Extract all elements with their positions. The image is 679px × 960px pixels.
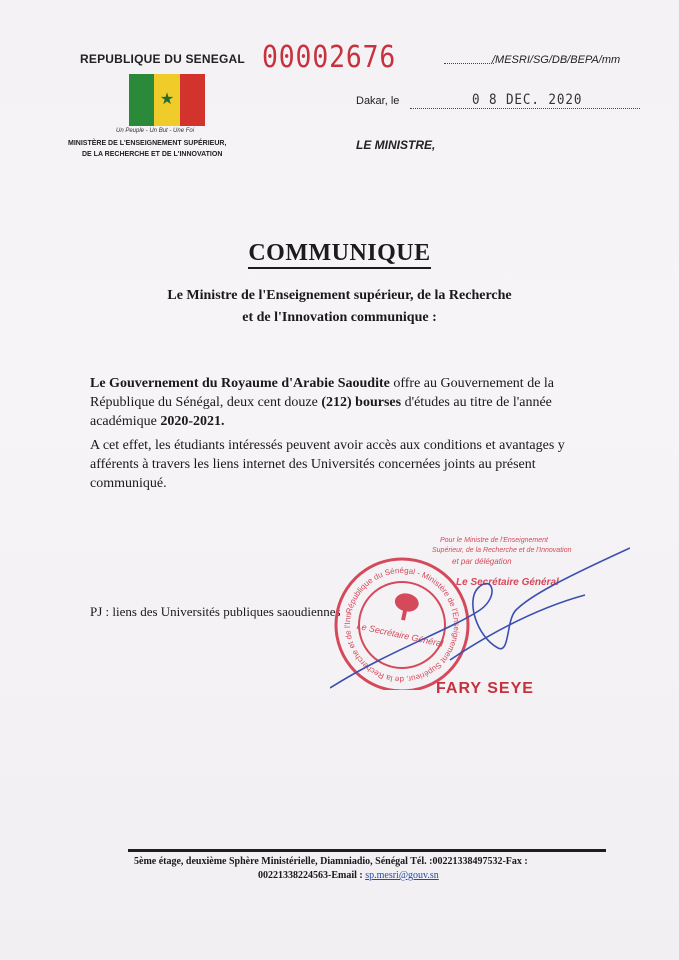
footer-email-link[interactable]: sp.mesri@gouv.sn <box>365 870 439 881</box>
national-motto: Un Peuple - Un But - Une Foi <box>116 128 195 134</box>
body-bold-2: (212) bourses <box>321 395 402 410</box>
body-bold-3: 2020-2021. <box>160 414 225 429</box>
senegal-flag-icon <box>129 74 205 126</box>
republic-heading: REPUBLIQUE DU SENEGAL <box>80 52 245 66</box>
document-title <box>0 240 679 267</box>
ministry-name-line1: MINISTÈRE DE L'ENSEIGNEMENT SUPÉRIEUR, <box>68 140 227 147</box>
delegation-line3: et par délégation <box>452 557 512 566</box>
body-paragraph-2: A cet effet, les étudiants intéressés peuvent avoir accès aux conditions et avantages y afférents à travers les liens internet des Universités concernées joints au présent communiqué. <box>90 438 565 491</box>
delegation-line2: Supérieur, de la Recherche et de l'Innovation <box>432 547 572 554</box>
seal-tree-icon <box>391 591 420 622</box>
intro-line2: et de l'Innovation communique : <box>242 310 437 325</box>
signatory-name: FARY SEYE <box>436 680 534 697</box>
footer-fax: 00221338224563-Email : <box>258 870 366 881</box>
reference-suffix: /MESRI/SG/DB/BEPA/mm <box>492 54 621 66</box>
delegation-line1: Pour le Ministre de l'Enseignement <box>440 537 548 544</box>
attachment-note: PJ : liens des Universités publiques saoudiennes <box>90 604 341 619</box>
intro-line1: Le Ministre de l'Enseignement supérieur, de la Recherche <box>167 288 512 303</box>
official-seal <box>330 540 630 690</box>
place-label: Dakar, le <box>356 95 400 107</box>
star-icon: ★ <box>159 91 175 108</box>
flag-green-band <box>129 74 154 126</box>
reference-dots <box>444 63 494 64</box>
body-paragraph-1 <box>90 374 610 431</box>
ministry-name-line2: DE LA RECHERCHE ET DE L'INNOVATION <box>82 151 223 158</box>
footer-address: 5ème étage, deuxième Sphère Ministérielle, Diamniadio, Sénégal Tél. :00221338497532-Fax : <box>134 856 528 867</box>
flag-yellow-band <box>154 74 179 126</box>
date-stamp: 0 8 DEC. 2020 <box>472 92 583 108</box>
seal-ring-path: République du Sénégal - Ministère de l'Enseignement Supérieur, de la Recherche et de l'Innovation <box>342 565 462 685</box>
seal-stamp-icon <box>330 540 486 690</box>
body-text-2: d'études au titre de l'année académique <box>90 395 552 429</box>
footer-contact <box>258 870 439 881</box>
secretary-title: Le Secrétaire Général <box>456 577 559 588</box>
addressee: LE MINISTRE, <box>356 138 436 152</box>
signature-icon <box>330 548 630 688</box>
footer-rule <box>128 849 606 852</box>
date-dots <box>410 108 640 109</box>
flag-red-band <box>180 74 205 126</box>
body-bold-1: Le Gouvernement du Royaume d'Arabie Saoudite <box>90 376 390 391</box>
title-text: COMMUNIQUE <box>248 240 430 269</box>
seal-center-text: Le Secrétaire Général <box>355 620 445 649</box>
reference-number: 00002676 <box>262 40 397 75</box>
body-text-1: offre au Gouvernement de la République du Sénégal, deux cent douze <box>90 376 555 410</box>
